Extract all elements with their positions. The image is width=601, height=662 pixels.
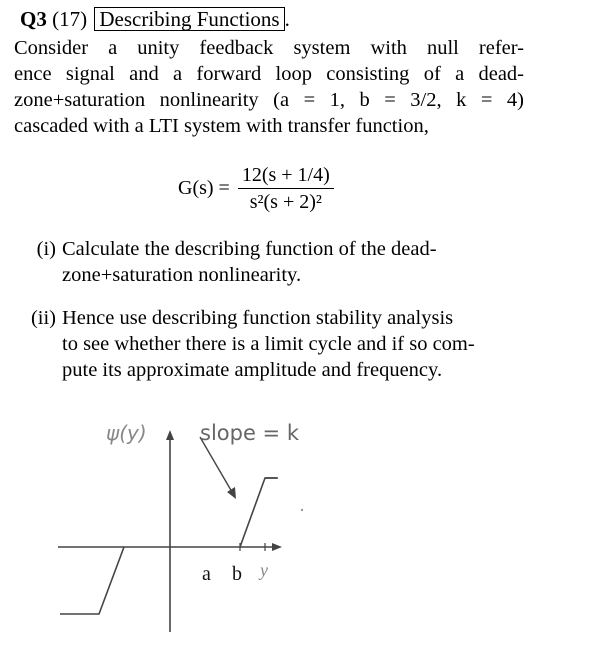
part-ii: [16, 305, 516, 383]
formula-denominator: s²(s + 2)²: [249, 190, 322, 213]
part-line: Calculate the describing function of the dead-: [62, 238, 437, 260]
curve-positive: [240, 478, 278, 547]
part-i: [16, 236, 516, 288]
part-line: zone+saturation nonlinearity.: [62, 264, 302, 286]
question-heading: [20, 6, 290, 32]
part-line: to see whether there is a limit cycle and if so com-: [62, 333, 475, 355]
formula-numerator: 12(s + 1/4): [238, 164, 334, 189]
part-line: pute its approximate amplitude and frequency.: [62, 359, 443, 381]
intro-line: zone+saturation nonlinearity (a = 1, b = 3/2, k = 4): [14, 89, 524, 111]
slope-label: slope = k: [200, 421, 299, 445]
nonlinearity-plot: [44, 404, 334, 634]
slope-pointer-line: [200, 437, 232, 492]
part-text: [62, 236, 516, 288]
nonlinearity-figure: [44, 404, 334, 634]
question-marks: (17): [52, 7, 88, 31]
intro-line: ence signal and a forward loop consisting of a dead-: [14, 63, 524, 85]
formula-fraction: [238, 164, 334, 213]
heading-period: .: [284, 7, 290, 31]
y-axis-label: ψ(y): [106, 421, 147, 445]
tick-b-label: b: [232, 563, 242, 585]
scan-dot: [301, 509, 303, 511]
intro-line: Consider a unity feedback system with null refer-: [14, 37, 524, 59]
curve-negative: [60, 547, 124, 614]
part-text: [62, 305, 516, 383]
part-label: (i): [36, 238, 56, 260]
part-line: Hence use describing function stability analysis: [62, 307, 454, 329]
part-label: (ii): [30, 307, 56, 329]
formula-lhs: G(s) =: [178, 176, 230, 199]
x-axis-label: y: [260, 560, 268, 580]
y-axis-arrowhead: [166, 430, 174, 440]
tick-a-label: a: [202, 563, 211, 585]
question-title-box: Describing Functions: [94, 7, 284, 31]
transfer-function-equation: [178, 158, 334, 218]
intro-paragraph: [14, 35, 524, 139]
x-axis-arrowhead: [272, 543, 282, 551]
slope-pointer-arrowhead: [227, 487, 236, 499]
question-parts: [16, 236, 516, 400]
question-number: Q3: [20, 7, 47, 31]
intro-line: cascaded with a LTI system with transfer function,: [14, 115, 429, 137]
